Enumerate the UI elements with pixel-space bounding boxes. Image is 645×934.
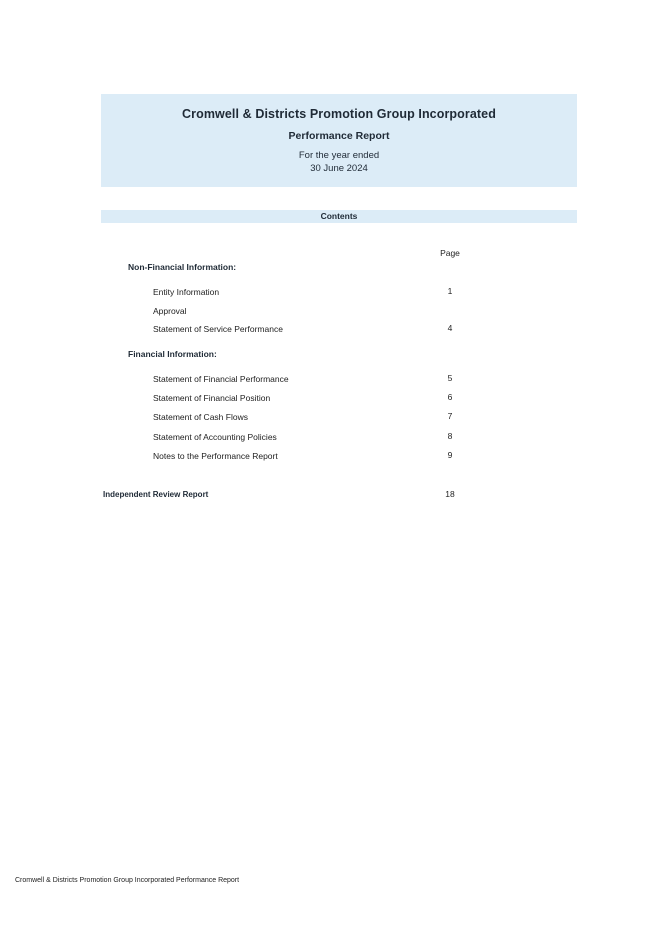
- page-column-header: Page: [440, 248, 460, 258]
- toc-page-number: 1: [447, 286, 453, 296]
- toc-page-number: 8: [447, 431, 453, 441]
- toc-entry-independent-review: Independent Review Report: [103, 490, 209, 499]
- period-label: For the year ended: [298, 150, 380, 161]
- toc-page-number: 18: [445, 489, 455, 499]
- non-financial-heading: Non-Financial Information:: [128, 262, 237, 272]
- toc-entry-financial-performance: Statement of Financial Performance: [153, 374, 289, 384]
- financial-heading: Financial Information:: [128, 349, 217, 359]
- toc-page-number: 9: [447, 450, 453, 460]
- toc-entry-approval: Approval: [153, 306, 187, 316]
- toc-entry-entity-information: Entity Information: [153, 287, 220, 297]
- toc-entry-accounting-policies: Statement of Accounting Policies: [153, 432, 277, 442]
- page-footer: Cromwell & Districts Promotion Group Incorporated Performance Report: [15, 877, 240, 884]
- contents-title: Contents: [320, 211, 358, 221]
- toc-entry-notes: Notes to the Performance Report: [153, 451, 278, 461]
- toc-page-number: 5: [447, 373, 453, 383]
- toc-page-number: 4: [447, 323, 453, 333]
- toc-entry-financial-position: Statement of Financial Position: [153, 393, 271, 403]
- period-date: 30 June 2024: [310, 163, 368, 174]
- toc-entry-cash-flows: Statement of Cash Flows: [153, 412, 248, 422]
- report-title: Performance Report: [288, 130, 390, 142]
- toc-page-number: 6: [447, 392, 453, 402]
- toc-page-number: 7: [447, 411, 453, 421]
- toc-entry-service-performance: Statement of Service Performance: [153, 324, 283, 334]
- organisation-title: Cromwell & Districts Promotion Group Incorporated: [182, 107, 496, 121]
